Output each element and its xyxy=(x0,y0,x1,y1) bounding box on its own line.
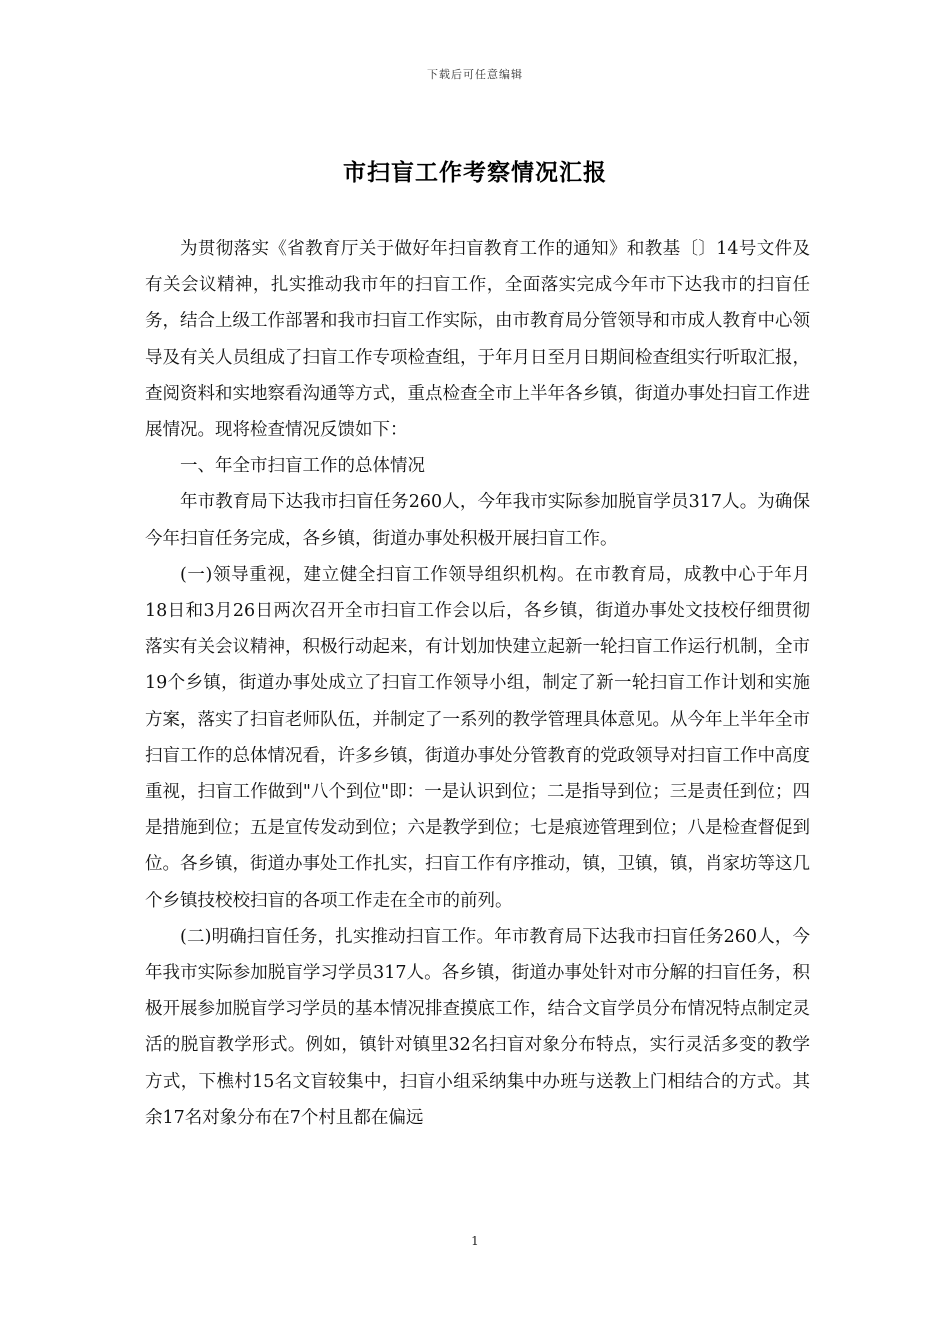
paragraph-leadership: (一)领导重视，建立健全扫盲工作领导组织机构。在市教育局，成教中心于年月18日和3月26日两次召开全市扫盲工作会以后，各乡镇，街道办事处文技校仔细贯彻落实有关会议精神，积极行动起来，有计划加快建立起新一轮扫盲工作运行机制，全市19个乡镇，街道办事处成立了扫盲工作领导小组，制定了新一轮扫盲工作计划和实施方案，落实了扫盲老师队伍，并制定了一系列的教学管理具体意见。从今年上半年全市扫盲工作的总体情况看，许多乡镇，街道办事处分管教育的党政领导对扫盲工作中高度重视，扫盲工作做到"八个到位"即：一是认识到位；二是指导到位；三是责任到位；四是措施到位；五是宣传发动到位；六是教学到位；七是痕迹管理到位；八是检查督促到位。各乡镇，街道办事处工作扎实，扫盲工作有序推动，镇，卫镇，镇，肖家坊等这几个乡镇技校校扫盲的各项工作走在全市的前列。 xyxy=(145,564,810,911)
section-heading-overview: 一、年全市扫盲工作的总体情况 xyxy=(180,456,425,477)
paragraph-task-implementation: (二)明确扫盲任务，扎实推动扫盲工作。年市教育局下达我市扫盲任务260人，今年我市实际参加脱盲学习学员317人。各乡镇，街道办事处针对市分解的扫盲任务，积极开展参加脱盲学习学员的基本情况排查摸底工作，结合文盲学员分布情况特点制定灵活的脱盲教学形式。例如，镇针对镇里32名扫盲对象分布特点，实行灵活多变的教学方式，下樵村15名文盲较集中，扫盲小组采纳集中办班与送教上门相结合的方式。其余17名对象分布在7个村且都在偏远 xyxy=(145,926,810,1128)
header-note: 下载后可任意编辑 xyxy=(427,68,523,81)
paragraph-task-summary: 年市教育局下达我市扫盲任务260人，今年我市实际参加脱盲学员317人。为确保今年扫盲任务完成，各乡镇，街道办事处积极开展扫盲工作。 xyxy=(145,492,810,549)
paragraph-intro: 为贯彻落实《省教育厅关于做好年扫盲教育工作的通知》和教基〔〕14号文件及有关会议精神，扎实推动我市年的扫盲工作，全面落实完成今年市下达我市的扫盲任务，结合上级工作部署和我市扫盲工作实际，由市教育局分管领导和市成人教育中心领导及有关人员组成了扫盲工作专项检查组，于年月日至月日期间检查组实行听取汇报，查阅资料和实地察看沟通等方式，重点检查全市上半年各乡镇，街道办事处扫盲工作进展情况。现将检查情况反馈如下： xyxy=(145,239,810,441)
page-number: 1 xyxy=(471,1234,479,1248)
document-body xyxy=(145,231,810,1136)
document-title: 市扫盲工作考察情况汇报 xyxy=(343,160,607,186)
